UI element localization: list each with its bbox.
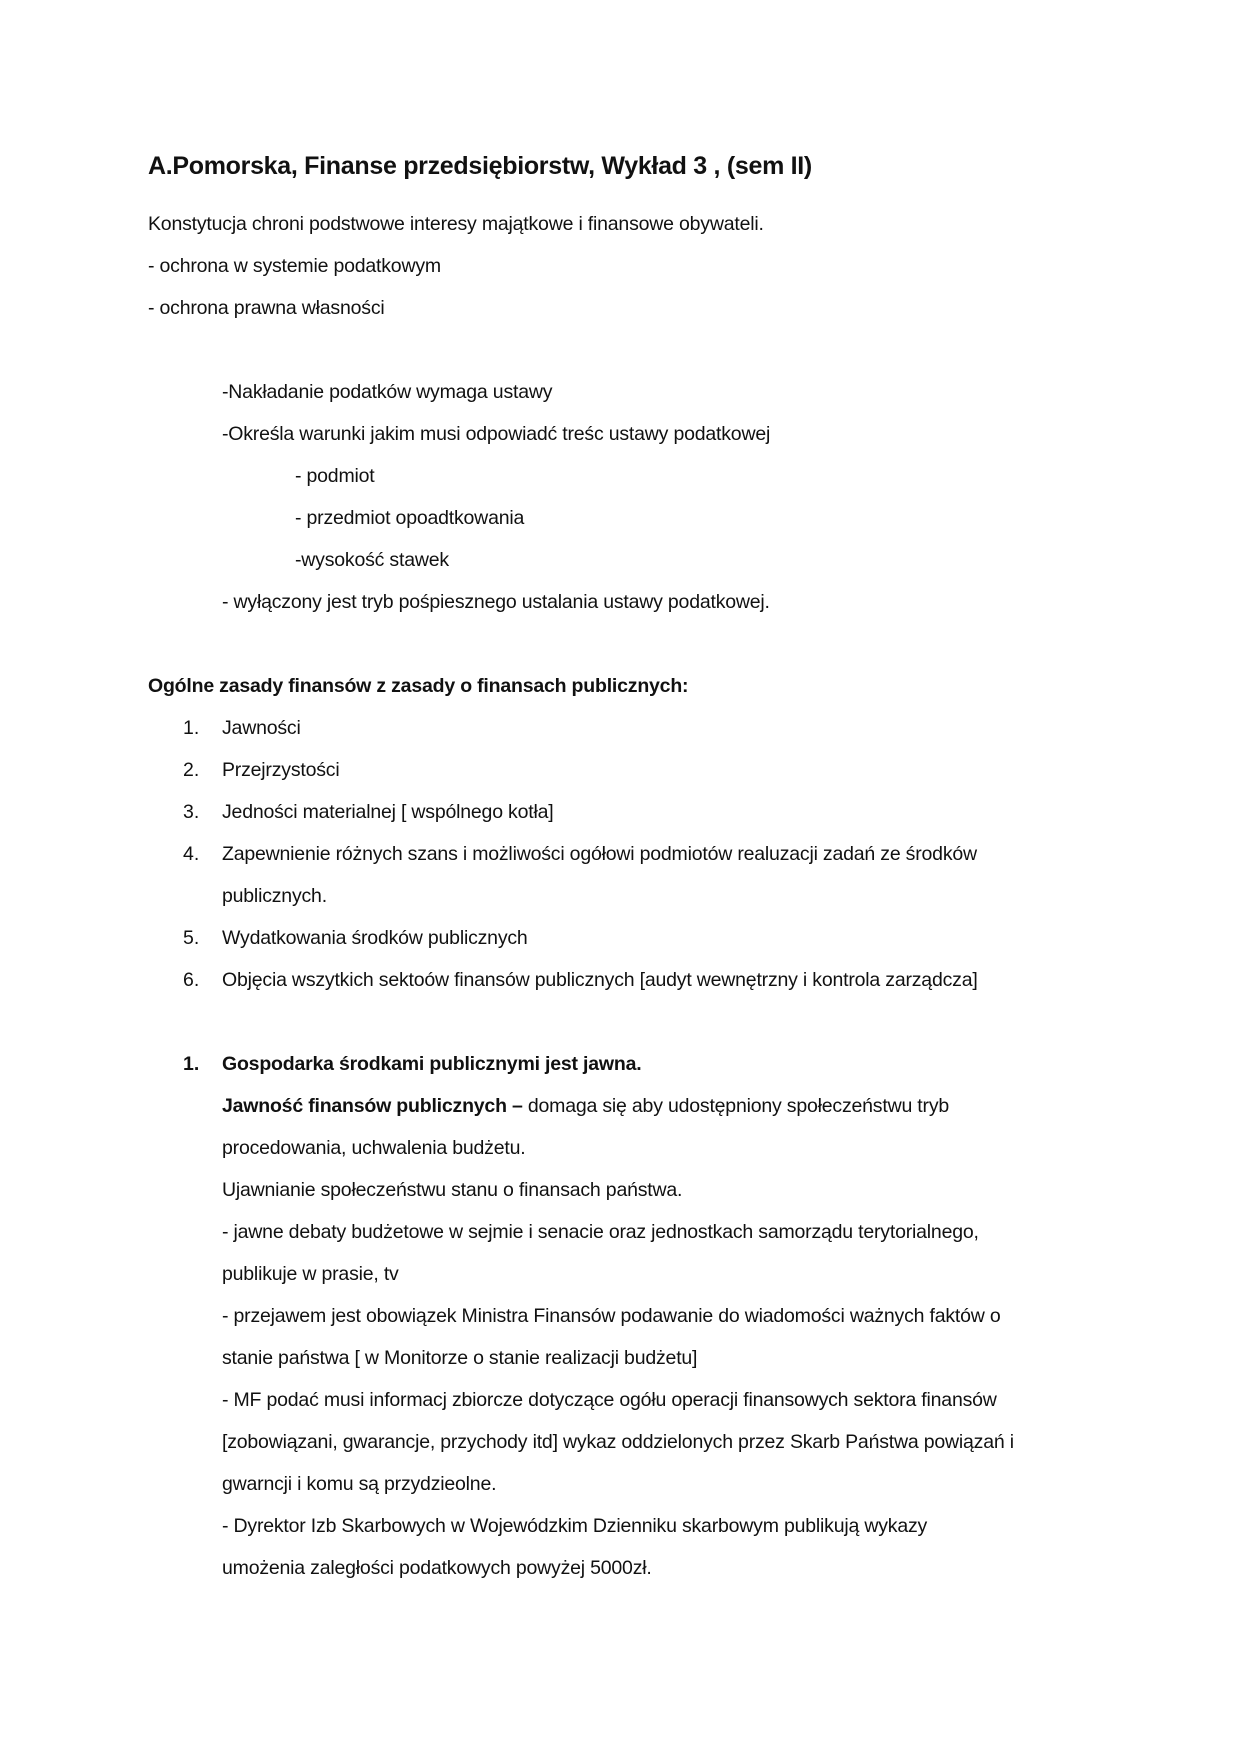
tax-item: - wyłączony jest tryb pośpiesznego ustalania ustawy podatkowej. — [222, 591, 770, 613]
tax-item: -Nakładanie podatków wymaga ustawy — [222, 381, 553, 403]
body-line: gwarncji i komu są przydzieolne. — [222, 1473, 497, 1495]
body-line: publikuje w prasie, tv — [222, 1263, 399, 1285]
tax-subitem: - przedmiot opoadtkowania — [295, 507, 525, 529]
definition-text: domaga się aby udostępniony społeczeństwu tryb — [522, 1095, 950, 1117]
definition-line — [222, 1093, 949, 1119]
list-item: Jawności — [222, 717, 301, 739]
list-number: 4. — [183, 843, 200, 865]
body-line: procedowania, uchwalenia budżetu. — [222, 1137, 526, 1159]
list-item-continuation: publicznych. — [222, 885, 327, 907]
document-title: A.Pomorska, Finanse przedsiębiorstw, Wykład 3 , (sem II) — [148, 152, 812, 180]
body-line: - przejawem jest obowiązek Ministra Finansów podawanie do wiadomości ważnych faktów o — [222, 1305, 1001, 1327]
list-item: Zapewnienie różnych szans i możliwości ogółowi podmiotów realuzacji zadań ze środków — [222, 843, 977, 865]
body-line: stanie państwa [ w Monitorze o stanie realizacji budżetu] — [222, 1347, 698, 1369]
list-item: Wydatkowania środków publicznych — [222, 927, 528, 949]
list-number: 1. — [183, 717, 200, 739]
intro-line: - ochrona w systemie podatkowym — [148, 255, 441, 277]
list-number: 5. — [183, 927, 200, 949]
list-number: 6. — [183, 969, 200, 991]
section-number: 1. — [183, 1053, 200, 1075]
body-line: - jawne debaty budżetowe w sejmie i senacie oraz jednostkach samorządu terytorialnego, — [222, 1221, 979, 1243]
principles-heading: Ogólne zasady finansów z zasady o finansach publicznych: — [148, 675, 689, 697]
definition-term: Jawność finansów publicznych – — [222, 1095, 523, 1117]
list-number: 2. — [183, 759, 200, 781]
body-line: Ujawnianie społeczeństwu stanu o finansach państwa. — [222, 1179, 683, 1201]
intro-line: - ochrona prawna własności — [148, 297, 385, 319]
body-line: - MF podać musi informacj zbiorcze dotyczące ogółu operacji finansowych sektora finansów — [222, 1389, 997, 1411]
body-line: umożenia zaległości podatkowych powyżej 5000zł. — [222, 1557, 652, 1579]
body-line: [zobowiązani, gwarancje, przychody itd] wykaz oddzielonych przez Skarb Państwa powiązań i — [222, 1431, 1014, 1453]
tax-subitem: -wysokość stawek — [295, 549, 449, 571]
intro-line: Konstytucja chroni podstwowe interesy majątkowe i finansowe obywateli. — [148, 213, 764, 235]
tax-subitem: - podmiot — [295, 465, 375, 487]
list-item: Przejrzystości — [222, 759, 340, 781]
tax-item: -Określa warunki jakim musi odpowiadć treśc ustawy podatkowej — [222, 423, 771, 445]
section-heading: Gospodarka środkami publicznymi jest jawna. — [222, 1053, 642, 1075]
list-item: Objęcia wszytkich sektoów finansów publicznych [audyt wewnętrzny i kontrola zarządcza] — [222, 969, 978, 991]
list-number: 3. — [183, 801, 200, 823]
list-item: Jedności materialnej [ wspólnego kotła] — [222, 801, 554, 823]
body-line: - Dyrektor Izb Skarbowych w Wojewódzkim Dzienniku skarbowym publikują wykazy — [222, 1515, 928, 1537]
